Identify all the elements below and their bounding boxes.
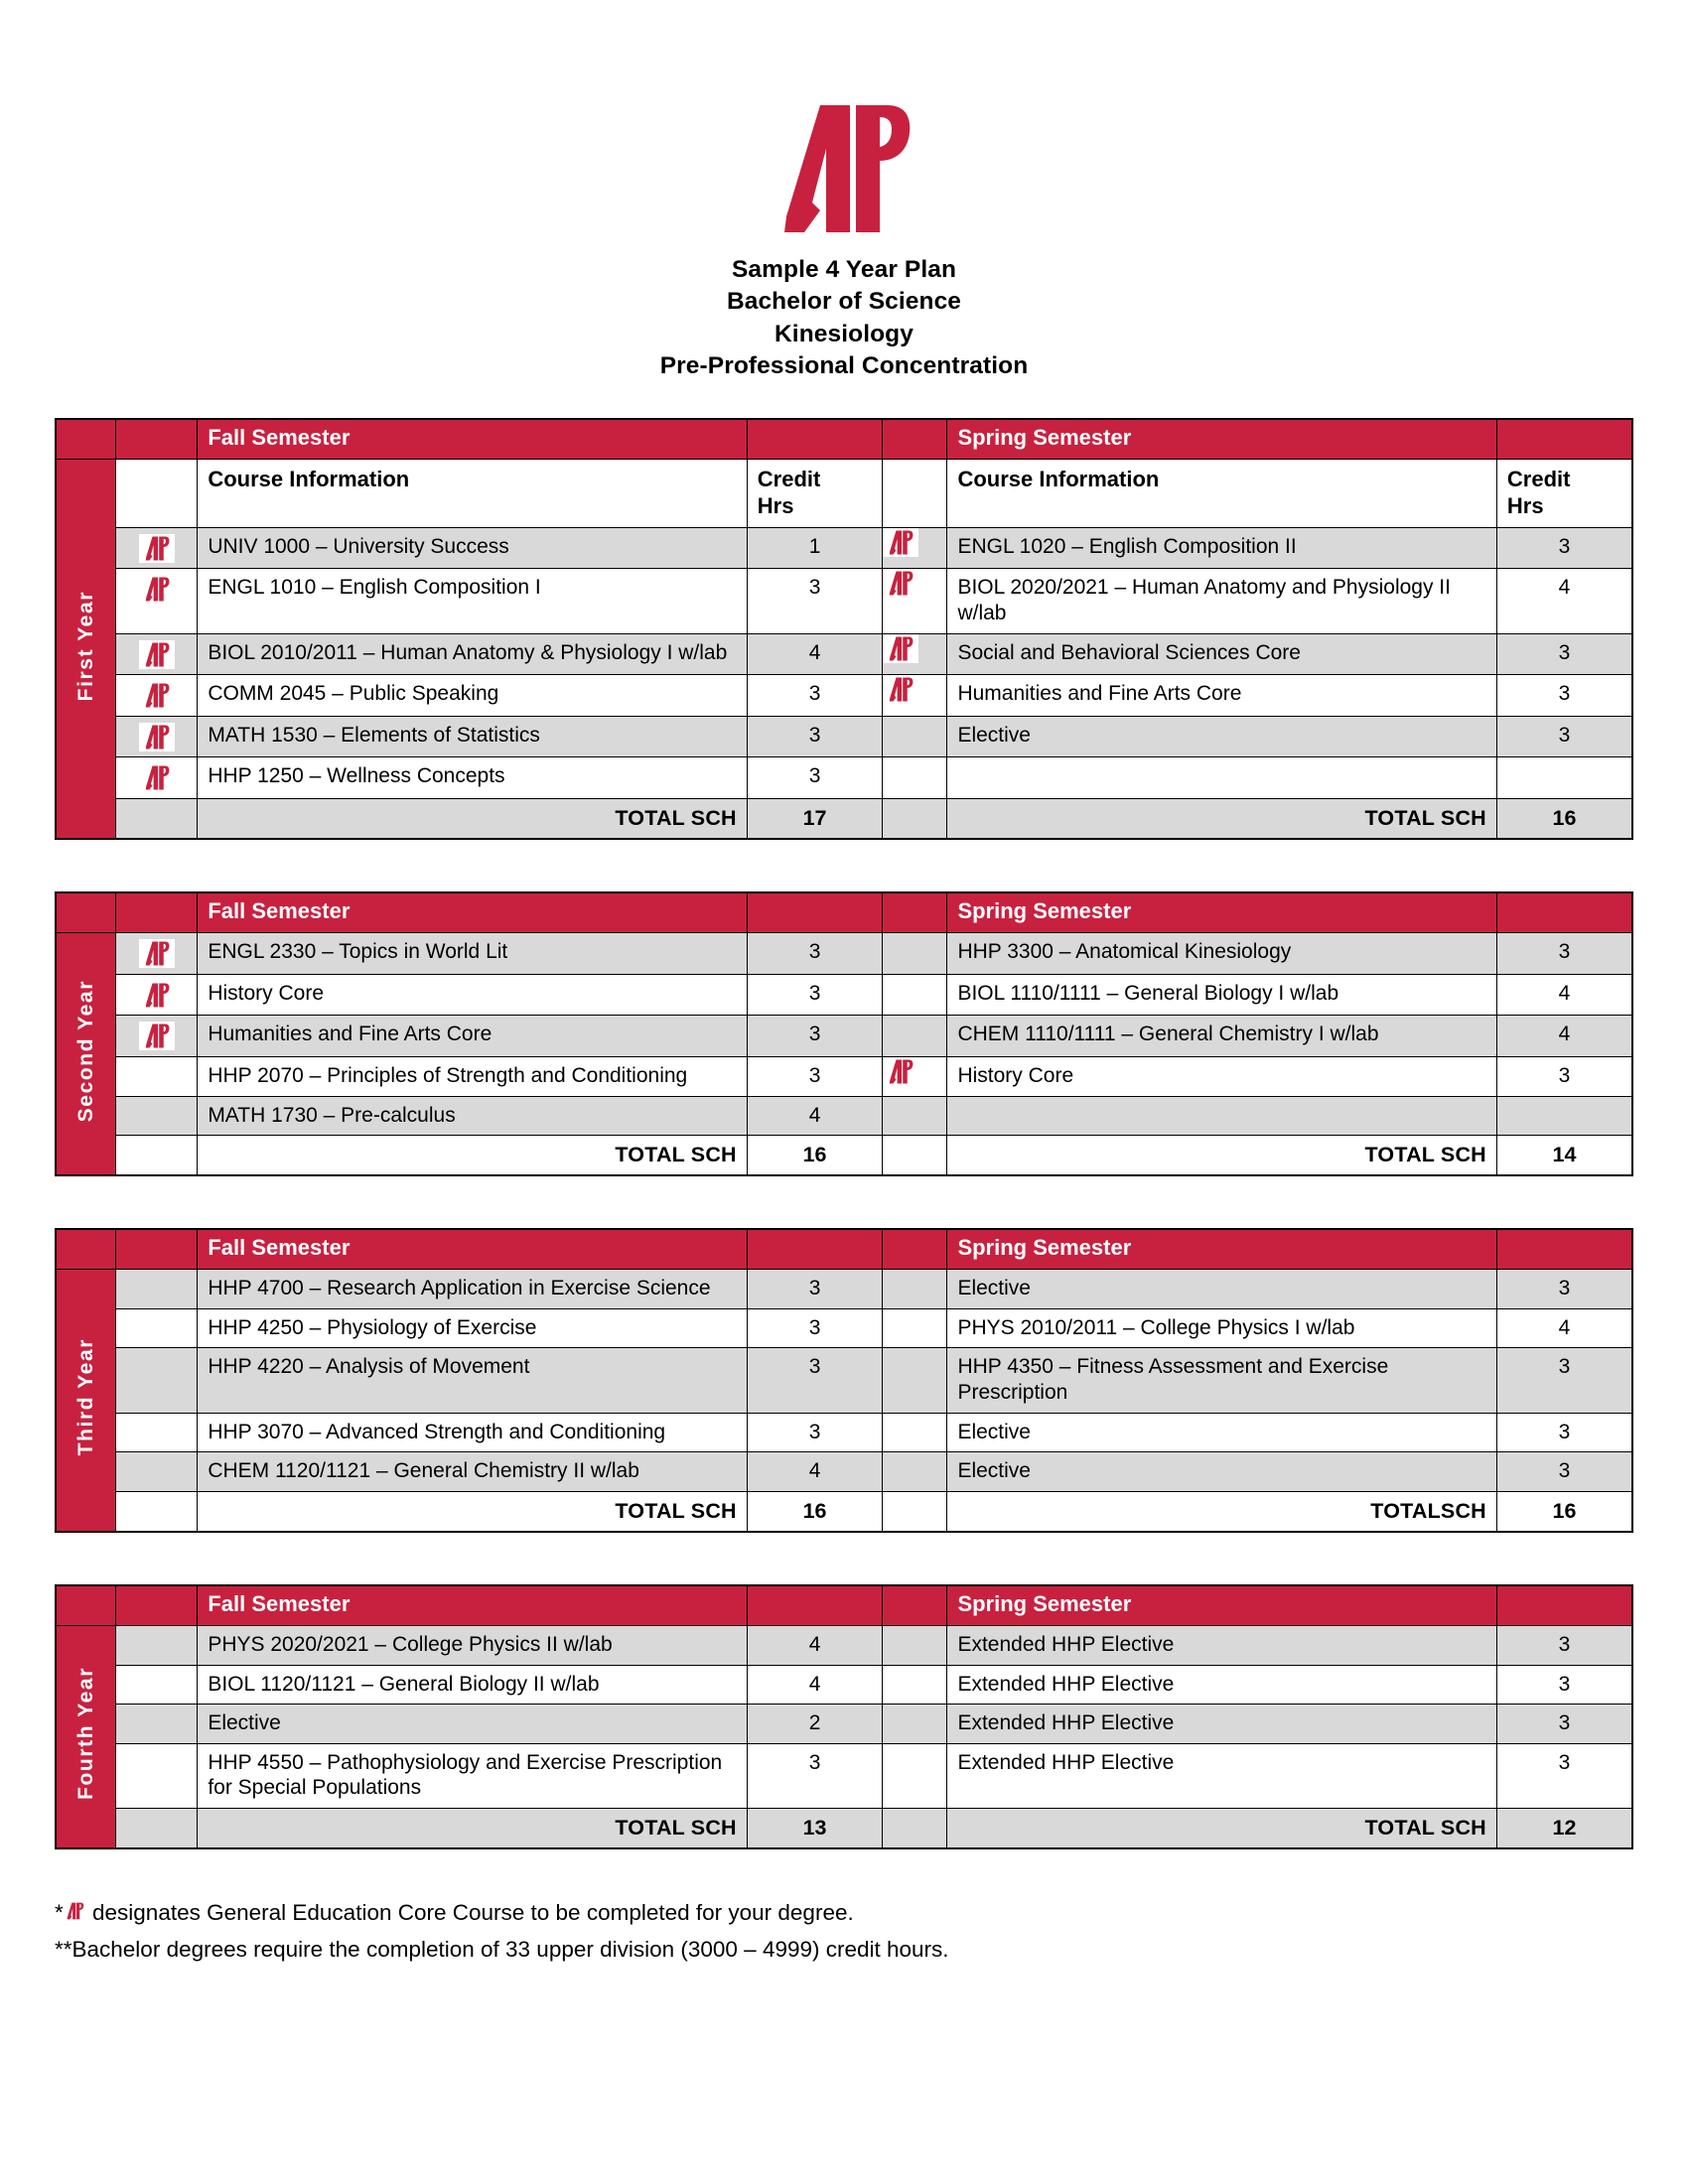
total-sch-label-spring: TOTAL SCH <box>947 1136 1496 1176</box>
gened-core-icon-cell-fall <box>116 1625 198 1665</box>
column-subheader-row <box>56 460 1632 528</box>
footnote-text-1: designates General Education Core Course to be completed for your degree. <box>85 1900 854 1926</box>
course-row <box>56 1452 1632 1492</box>
total-icon-cell-spring <box>883 1491 947 1532</box>
credit-hours-spring: 3 <box>1496 1625 1632 1665</box>
spring-semester-header: Spring Semester <box>947 1229 1496 1269</box>
course-row <box>56 1096 1632 1136</box>
total-row <box>56 799 1632 840</box>
gened-core-ap-icon <box>139 640 175 669</box>
year-plan-table-3 <box>55 1228 1633 1533</box>
credit-hours-spring <box>1496 1096 1632 1136</box>
course-name-fall: ENGL 1010 – English Composition I <box>198 569 747 633</box>
total-sch-label-spring: TOTAL SCH <box>947 1808 1496 1848</box>
gened-core-icon-cell-spring <box>883 1348 947 1413</box>
credit-hours-fall: 4 <box>747 1625 883 1665</box>
gened-core-ap-icon <box>883 675 918 704</box>
header-gap-spacer <box>883 419 947 459</box>
course-name-spring <box>947 757 1496 799</box>
gened-core-icon-cell-spring <box>883 527 947 569</box>
credit-hours-spring: 3 <box>1496 1270 1632 1309</box>
course-row <box>56 1308 1632 1348</box>
credit-hours-fall: 4 <box>747 1096 883 1136</box>
header-hrs-spacer-fall <box>747 1585 883 1625</box>
course-row <box>56 1016 1632 1057</box>
logo-container <box>55 0 1633 238</box>
course-name-fall: ENGL 2330 – Topics in World Lit <box>198 933 747 975</box>
credit-hours-fall: 3 <box>747 1270 883 1309</box>
fall-semester-header: Fall Semester <box>198 1585 747 1625</box>
gened-core-icon-cell-spring <box>883 1625 947 1665</box>
total-sch-value-spring: 16 <box>1496 799 1632 840</box>
course-name-spring: Extended HHP Elective <box>947 1665 1496 1705</box>
header-hrs-spacer-spring <box>1496 419 1632 459</box>
gened-core-ap-icon <box>883 634 918 663</box>
gened-core-icon-cell-spring <box>883 1308 947 1348</box>
credit-hours-spring: 3 <box>1496 527 1632 569</box>
course-name-spring: ENGL 1020 – English Composition II <box>947 527 1496 569</box>
gened-core-icon-cell-spring <box>883 933 947 975</box>
credit-hours-spring: 3 <box>1496 1452 1632 1492</box>
header-gap-spacer <box>883 1585 947 1625</box>
header-hrs-spacer-spring <box>1496 1229 1632 1269</box>
total-sch-value-fall: 13 <box>747 1808 883 1848</box>
credit-hours-fall: 3 <box>747 974 883 1016</box>
gened-core-icon-cell-fall <box>116 633 198 675</box>
subheader-gap-cell <box>883 460 947 528</box>
course-name-spring <box>947 1096 1496 1136</box>
header-hrs-spacer-fall <box>747 419 883 459</box>
course-row <box>56 675 1632 717</box>
credit-hours-spring: 3 <box>1496 1705 1632 1744</box>
semester-header-row <box>56 419 1632 459</box>
course-name-fall: COMM 2045 – Public Speaking <box>198 675 747 717</box>
course-name-fall: MATH 1730 – Pre-calculus <box>198 1096 747 1136</box>
course-name-spring: HHP 3300 – Anatomical Kinesiology <box>947 933 1496 975</box>
gened-core-icon-cell-fall <box>116 1665 198 1705</box>
year-plan-tables <box>55 418 1633 1849</box>
gened-core-ap-icon <box>139 981 175 1010</box>
course-name-spring: Humanities and Fine Arts Core <box>947 675 1496 717</box>
year-plan-table-4 <box>55 1584 1633 1849</box>
course-name-fall: History Core <box>198 974 747 1016</box>
year-label-1 <box>56 460 116 840</box>
course-name-spring: Elective <box>947 1413 1496 1452</box>
gened-core-icon-cell-spring <box>883 1016 947 1057</box>
course-name-spring: Extended HHP Elective <box>947 1743 1496 1808</box>
course-name-spring: History Core <box>947 1056 1496 1096</box>
gened-core-icon-cell-spring <box>883 1665 947 1705</box>
total-sch-label-fall: TOTAL SCH <box>198 1808 747 1848</box>
gened-core-icon-cell-spring <box>883 974 947 1016</box>
table-spacer <box>55 840 1633 891</box>
fall-semester-header: Fall Semester <box>198 892 747 932</box>
table-spacer <box>55 1176 1633 1228</box>
course-information-header-spring: Course Information <box>947 460 1496 528</box>
gened-core-icon-cell-spring <box>883 1413 947 1452</box>
credit-hours-fall: 3 <box>747 716 883 757</box>
title-line-2: Bachelor of Science <box>726 288 962 316</box>
year-label-text: Fourth Year <box>73 1667 97 1801</box>
footnotes <box>55 1895 1633 1968</box>
gened-core-icon-cell-spring <box>883 675 947 717</box>
total-icon-cell-spring <box>883 1808 947 1848</box>
course-name-fall: Elective <box>198 1705 747 1744</box>
gened-core-ap-icon <box>139 681 175 710</box>
course-row <box>56 633 1632 675</box>
course-row <box>56 757 1632 799</box>
credit-hours-spring: 3 <box>1496 1413 1632 1452</box>
total-sch-value-spring: 16 <box>1496 1491 1632 1532</box>
credit-hours-fall: 3 <box>747 933 883 975</box>
total-row <box>56 1808 1632 1848</box>
credit-hours-fall: 4 <box>747 1665 883 1705</box>
credit-hours-fall: 3 <box>747 1348 883 1413</box>
table-spacer <box>55 1533 1633 1584</box>
course-name-fall: BIOL 1120/1121 – General Biology II w/lab <box>198 1665 747 1705</box>
course-name-fall: HHP 4700 – Research Application in Exercise Science <box>198 1270 747 1309</box>
total-icon-cell-fall <box>116 1136 198 1176</box>
course-name-fall: MATH 1530 – Elements of Statistics <box>198 716 747 757</box>
gened-core-ap-icon <box>139 575 175 604</box>
credit-hours-spring: 3 <box>1496 1665 1632 1705</box>
total-sch-label-fall: TOTAL SCH <box>198 1491 747 1532</box>
course-name-spring: Extended HHP Elective <box>947 1625 1496 1665</box>
gened-core-icon-cell-fall <box>116 1348 198 1413</box>
course-name-fall: HHP 4550 – Pathophysiology and Exercise Prescription for Special Populations <box>198 1743 747 1808</box>
credit-hours-fall: 3 <box>747 675 883 717</box>
fall-semester-header: Fall Semester <box>198 1229 747 1269</box>
credit-hours-fall: 1 <box>747 527 883 569</box>
gened-core-icon-cell-fall <box>116 933 198 975</box>
header-year-spacer <box>56 892 116 932</box>
credit-hours-spring: 3 <box>1496 675 1632 717</box>
course-name-fall: PHYS 2020/2021 – College Physics II w/lab <box>198 1625 747 1665</box>
course-row <box>56 527 1632 569</box>
course-name-spring: Elective <box>947 1452 1496 1492</box>
total-sch-label-fall: TOTAL SCH <box>198 799 747 840</box>
course-row <box>56 716 1632 757</box>
credit-hours-fall: 3 <box>747 1413 883 1452</box>
gened-core-icon-cell-fall <box>116 1270 198 1309</box>
course-name-fall: UNIV 1000 – University Success <box>198 527 747 569</box>
semester-header-row <box>56 1229 1632 1269</box>
gened-core-icon-cell-spring <box>883 633 947 675</box>
title-line-4: Pre-Professional Concentration <box>659 351 1029 379</box>
document-title <box>55 254 1633 382</box>
gened-core-icon-cell-spring <box>883 757 947 799</box>
course-name-spring: BIOL 1110/1111 – General Biology I w/lab <box>947 974 1496 1016</box>
total-sch-value-fall: 16 <box>747 1491 883 1532</box>
header-icon-spacer <box>116 892 198 932</box>
gened-core-icon-cell-spring <box>883 1452 947 1492</box>
credit-hours-fall: 3 <box>747 1743 883 1808</box>
gened-core-icon-cell-fall <box>116 1413 198 1452</box>
course-row <box>56 1743 1632 1808</box>
header-hrs-spacer-fall <box>747 892 883 932</box>
header-hrs-spacer-fall <box>747 1229 883 1269</box>
semester-header-row <box>56 892 1632 932</box>
credit-hours-spring: 3 <box>1496 633 1632 675</box>
gened-core-icon-cell-fall <box>116 1056 198 1096</box>
header-year-spacer <box>56 419 116 459</box>
gened-core-icon-cell-fall <box>116 716 198 757</box>
apsu-ap-logo <box>765 99 923 238</box>
year-label-text: Third Year <box>73 1338 97 1456</box>
course-row <box>56 1270 1632 1309</box>
year-plan-table-2 <box>55 891 1633 1176</box>
header-hrs-spacer-spring <box>1496 892 1632 932</box>
gened-core-ap-icon <box>139 939 175 968</box>
credit-hours-fall: 3 <box>747 1056 883 1096</box>
total-icon-cell-spring <box>883 1136 947 1176</box>
title-line-3: Kinesiology <box>774 320 914 347</box>
gened-core-icon-cell-fall <box>116 1308 198 1348</box>
credit-hours-spring: 4 <box>1496 1308 1632 1348</box>
gened-core-ap-icon <box>883 528 918 557</box>
credit-hours-spring: 3 <box>1496 1056 1632 1096</box>
course-name-spring: PHYS 2010/2011 – College Physics I w/lab <box>947 1308 1496 1348</box>
course-name-spring: Elective <box>947 1270 1496 1309</box>
course-name-fall: HHP 4250 – Physiology of Exercise <box>198 1308 747 1348</box>
gened-core-ap-icon <box>139 763 175 792</box>
credit-hours-spring: 3 <box>1496 1348 1632 1413</box>
header-year-spacer <box>56 1585 116 1625</box>
spring-semester-header: Spring Semester <box>947 419 1496 459</box>
gened-core-icon-cell-fall <box>116 1096 198 1136</box>
course-name-fall: HHP 3070 – Advanced Strength and Conditioning <box>198 1413 747 1452</box>
credit-hours-spring: 4 <box>1496 1016 1632 1057</box>
gened-core-icon-cell-spring <box>883 1056 947 1096</box>
spring-semester-header: Spring Semester <box>947 892 1496 932</box>
total-row <box>56 1491 1632 1532</box>
credit-hours-fall: 3 <box>747 1016 883 1057</box>
semester-header-row <box>56 1585 1632 1625</box>
footnote-asterisk: * <box>55 1900 64 1926</box>
total-icon-cell-fall <box>116 799 198 840</box>
credit-hours-fall: 3 <box>747 757 883 799</box>
header-gap-spacer <box>883 1229 947 1269</box>
total-icon-cell-fall <box>116 1808 198 1848</box>
gened-core-icon-cell-spring <box>883 1096 947 1136</box>
course-row <box>56 974 1632 1016</box>
credit-hours-spring: 3 <box>1496 933 1632 975</box>
footnote-line-2: **Bachelor degrees require the completion of 33 upper division (3000 – 4999) credit hours. <box>55 1936 949 1962</box>
total-sch-value-spring: 12 <box>1496 1808 1632 1848</box>
header-hrs-spacer-spring <box>1496 1585 1632 1625</box>
gened-core-ap-icon <box>139 723 175 751</box>
course-name-spring: HHP 4350 – Fitness Assessment and Exercise Prescription <box>947 1348 1496 1413</box>
gened-core-icon-cell-fall <box>116 675 198 717</box>
gened-core-icon-cell-fall <box>116 757 198 799</box>
course-row <box>56 1625 1632 1665</box>
course-name-spring: Elective <box>947 716 1496 757</box>
header-icon-spacer <box>116 1585 198 1625</box>
header-icon-spacer <box>116 419 198 459</box>
course-name-fall: HHP 4220 – Analysis of Movement <box>198 1348 747 1413</box>
year-label-4 <box>56 1625 116 1848</box>
credit-hours-fall: 2 <box>747 1705 883 1744</box>
gened-core-icon-cell-spring <box>883 1705 947 1744</box>
credit-hrs-header-spring: Credit Hrs <box>1496 460 1632 528</box>
course-information-header-fall: Course Information <box>198 460 747 528</box>
total-sch-value-fall: 16 <box>747 1136 883 1176</box>
apsu-ap-logo-inline-icon <box>65 1899 85 1923</box>
gened-core-ap-icon <box>883 569 918 598</box>
gened-core-icon-cell-fall <box>116 1016 198 1057</box>
total-sch-label-spring: TOTAL SCH <box>947 799 1496 840</box>
gened-core-ap-icon <box>883 1057 918 1086</box>
credit-hours-fall: 3 <box>747 1308 883 1348</box>
course-name-fall: HHP 1250 – Wellness Concepts <box>198 757 747 799</box>
course-name-spring: CHEM 1110/1111 – General Chemistry I w/lab <box>947 1016 1496 1057</box>
credit-hrs-header-fall: Credit Hrs <box>747 460 883 528</box>
course-row <box>56 1348 1632 1413</box>
course-row <box>56 1705 1632 1744</box>
year-label-text: First Year <box>73 590 97 702</box>
header-year-spacer <box>56 1229 116 1269</box>
header-gap-spacer <box>883 892 947 932</box>
total-icon-cell-fall <box>116 1491 198 1532</box>
subheader-icon-cell-fall <box>116 460 198 528</box>
credit-hours-spring: 3 <box>1496 1743 1632 1808</box>
course-name-spring: Social and Behavioral Sciences Core <box>947 633 1496 675</box>
gened-core-icon-cell-fall <box>116 527 198 569</box>
course-row <box>56 933 1632 975</box>
course-name-fall: HHP 2070 – Principles of Strength and Conditioning <box>198 1056 747 1096</box>
course-row <box>56 1413 1632 1452</box>
year-label-3 <box>56 1270 116 1532</box>
fall-semester-header: Fall Semester <box>198 419 747 459</box>
footnote-line-1 <box>55 1895 1633 1931</box>
year-label-text: Second Year <box>73 979 97 1123</box>
course-name-fall: CHEM 1120/1121 – General Chemistry II w/lab <box>198 1452 747 1492</box>
total-sch-value-fall: 17 <box>747 799 883 840</box>
gened-core-icon-cell-fall <box>116 1743 198 1808</box>
gened-core-icon-cell-spring <box>883 569 947 633</box>
gened-core-icon-cell-fall <box>116 1452 198 1492</box>
total-icon-cell-spring <box>883 799 947 840</box>
year-plan-table-1 <box>55 418 1633 840</box>
gened-core-ap-icon <box>139 1022 175 1050</box>
total-sch-label-fall: TOTAL SCH <box>198 1136 747 1176</box>
total-sch-label-spring: TOTALSCH <box>947 1491 1496 1532</box>
course-row <box>56 1665 1632 1705</box>
course-name-spring: BIOL 2020/2021 – Human Anatomy and Physiology II w/lab <box>947 569 1496 633</box>
credit-hours-spring: 4 <box>1496 569 1632 633</box>
gened-core-icon-cell-fall <box>116 974 198 1016</box>
course-row <box>56 1056 1632 1096</box>
gened-core-icon-cell-spring <box>883 1743 947 1808</box>
credit-hours-spring: 4 <box>1496 974 1632 1016</box>
credit-hours-spring <box>1496 757 1632 799</box>
credit-hours-fall: 4 <box>747 1452 883 1492</box>
course-row <box>56 569 1632 633</box>
credit-hours-fall: 4 <box>747 633 883 675</box>
total-row <box>56 1136 1632 1176</box>
title-line-1: Sample 4 Year Plan <box>731 256 957 283</box>
course-name-fall: Humanities and Fine Arts Core <box>198 1016 747 1057</box>
course-name-fall: BIOL 2010/2011 – Human Anatomy & Physiology I w/lab <box>198 633 747 675</box>
gened-core-icon-cell-spring <box>883 716 947 757</box>
gened-core-ap-icon <box>139 534 175 563</box>
gened-core-icon-cell-fall <box>116 1705 198 1744</box>
spring-semester-header: Spring Semester <box>947 1585 1496 1625</box>
credit-hours-spring: 3 <box>1496 716 1632 757</box>
credit-hours-fall: 3 <box>747 569 883 633</box>
gened-core-icon-cell-spring <box>883 1270 947 1309</box>
gened-core-icon-cell-fall <box>116 569 198 633</box>
year-label-2 <box>56 933 116 1176</box>
header-icon-spacer <box>116 1229 198 1269</box>
course-name-spring: Extended HHP Elective <box>947 1705 1496 1744</box>
total-sch-value-spring: 14 <box>1496 1136 1632 1176</box>
